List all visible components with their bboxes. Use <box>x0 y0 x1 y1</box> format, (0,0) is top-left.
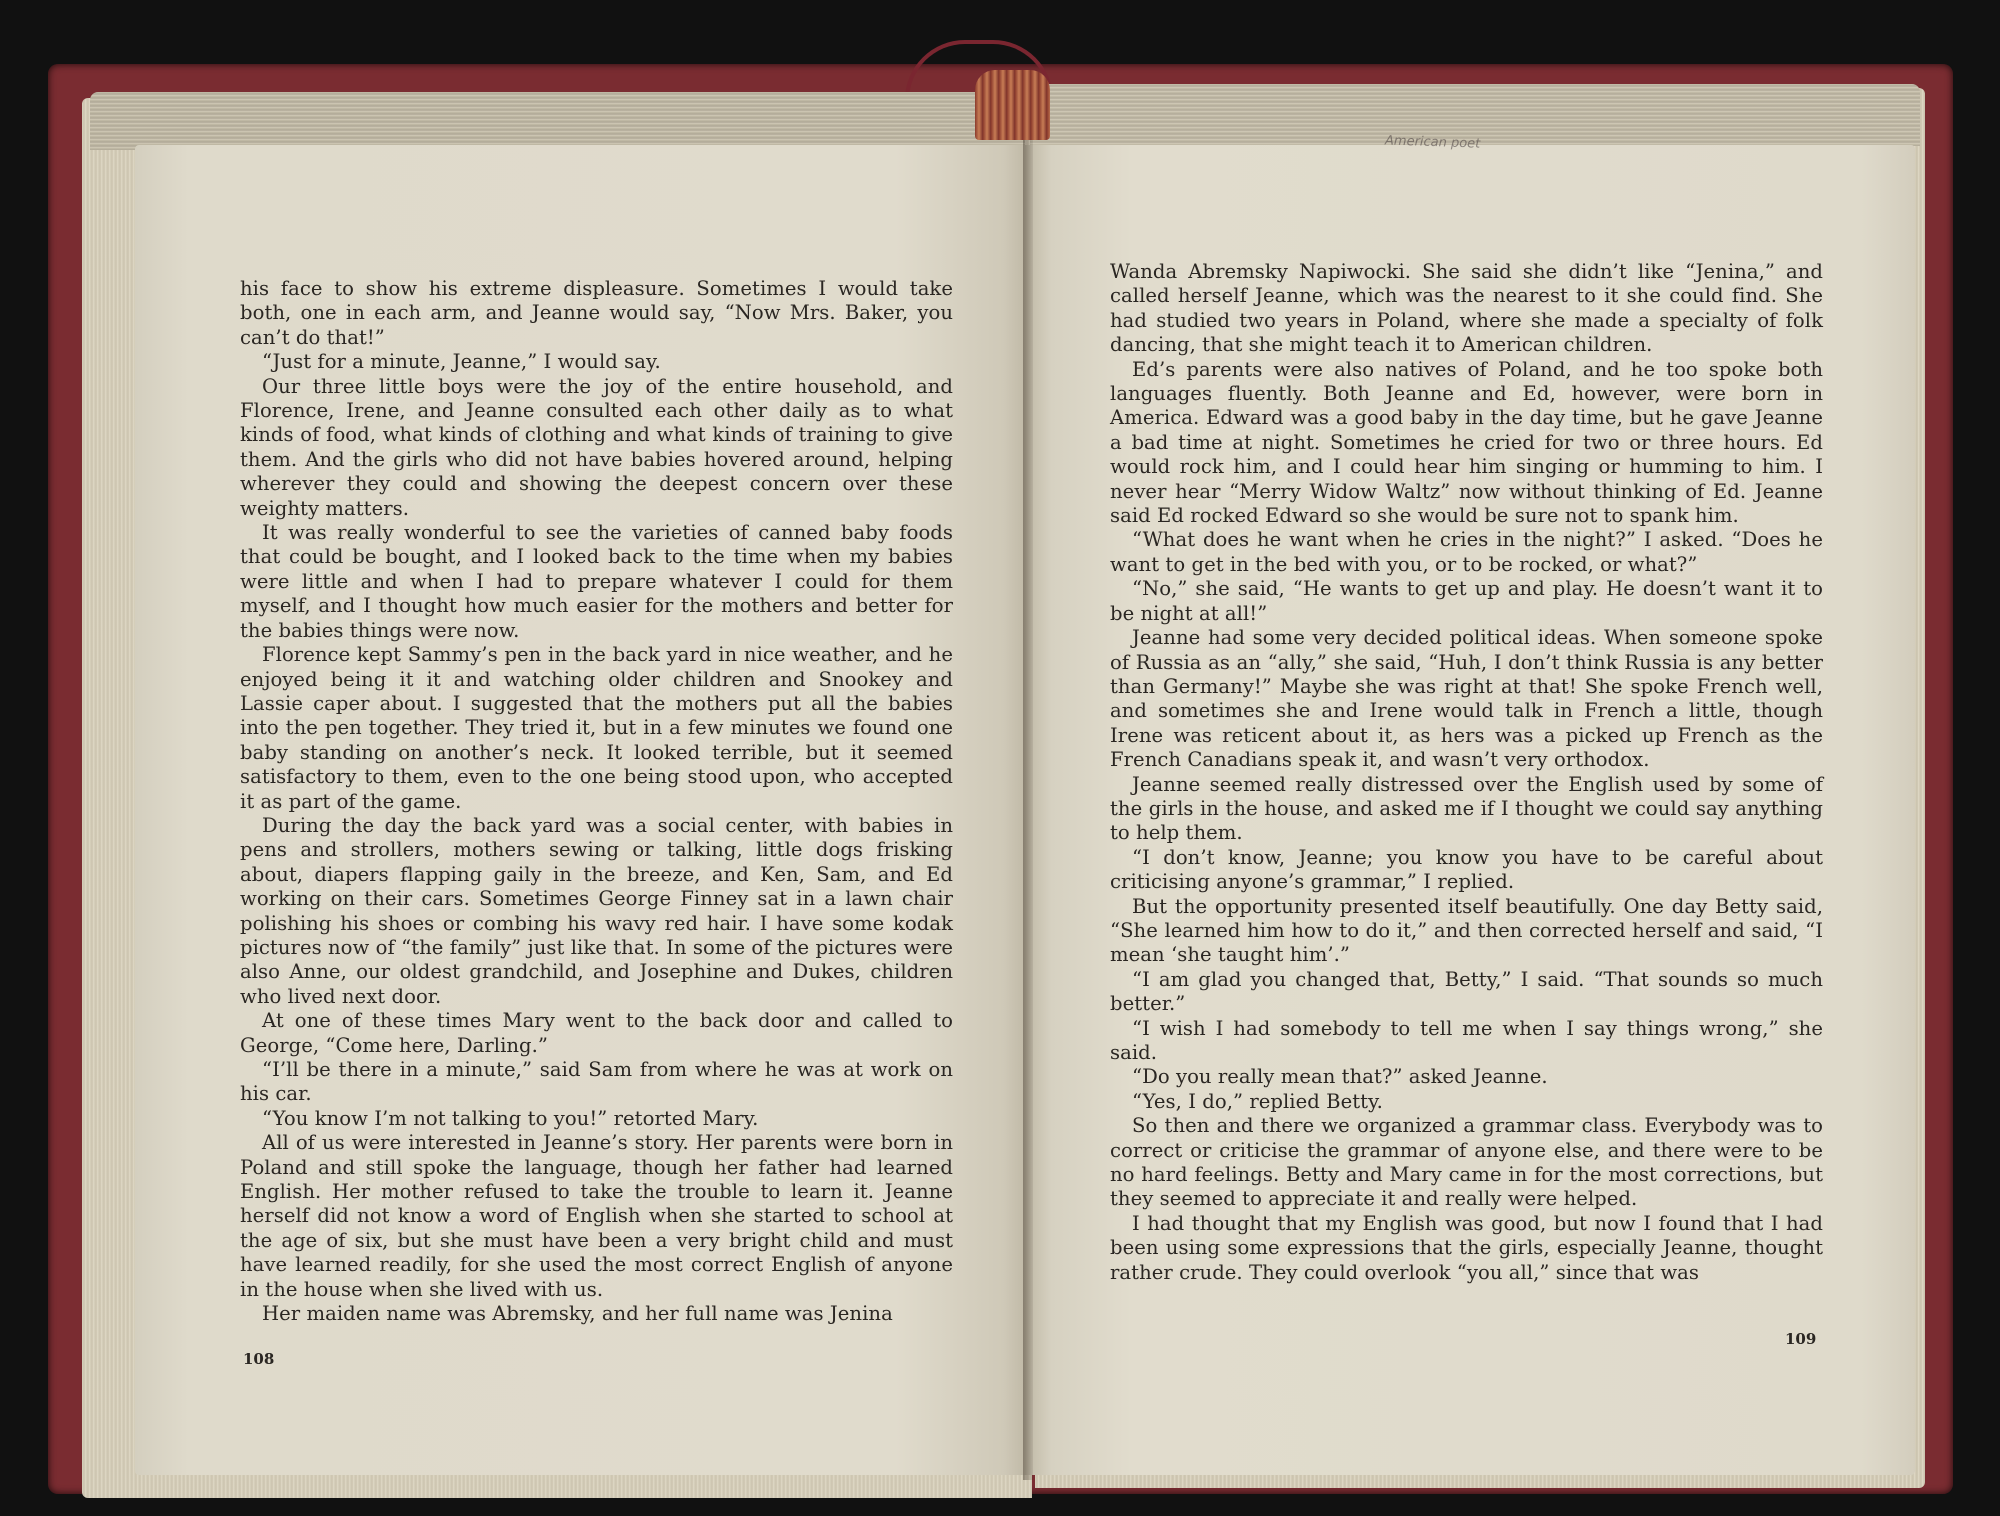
paragraph: But the opportunity presented itself beautifully. One day Betty said, “She learned him how to do it,” and then corrected herself and said, “I mean ‘she taught him’.” <box>1110 894 1823 967</box>
paragraph: I had thought that my English was good, but now I found that I had been using some expressions that the girls, especially Jeanne, thought rather crude. They could overlook “you all,” since that was <box>1110 1211 1823 1284</box>
paragraph: “Yes, I do,” replied Betty. <box>1132 1089 1383 1113</box>
book-gutter <box>1023 140 1033 1480</box>
paragraph: Florence kept Sammy’s pen in the back yard in nice weather, and he enjoyed being it it and watching older children and Snookey and Lassie caper about. I suggested that the mothers put all the babies into the pen together. They tried it, but in a few minutes we found one baby standing on another’s neck. It looked terrible, but it seemed satisfactory to them, even to the one being stood upon, who accepted it as part of the game. <box>240 643 953 813</box>
paragraph: “I am glad you changed that, Betty,” I said. “That sounds so much better.” <box>1110 967 1823 1016</box>
pencil-annotation: American poet <box>1384 133 1481 152</box>
paragraph: “You know I’m not talking to you!” retorted Mary. <box>262 1106 759 1130</box>
paragraph: “I’ll be there in a minute,” said Sam from where he was at work on his car. <box>240 1058 953 1106</box>
page-number: 109 <box>1785 1330 1817 1348</box>
left-page <box>135 145 1030 1475</box>
paragraph: “Just for a minute, Jeanne,” I would say. <box>262 350 661 374</box>
paragraph: It was really wonderful to see the varieties of canned baby foods that could be bought, and I looked back to the time when my babies were little and when I had to prepare whatever I could for them myself, and I thought how much easier for the mothers and better for the babies things were now. <box>240 521 953 642</box>
right-page-text <box>1110 260 1823 1285</box>
paragraph: Our three little boys were the joy of the entire household, and Florence, Irene, and Jeanne consulted each other daily as to what kinds of food, what kinds of clothing and what kinds of training to give them. And the girls who did not have babies hovered around, helping wherever they could and showing the deepest concern over these weighty matters. <box>240 374 953 520</box>
paragraph: Ed’s parents were also natives of Poland, and he too spoke both languages fluently. Both Jeanne and Ed, however, were born in America. Edward was a good baby in the day time, but he gave Jeanne a bad time at night. Sometimes he cried for two or three hours. Ed would rock him, and I could hear him singing or humming to him. I never hear “Merry Widow Waltz” now without thinking of Ed. Jeanne said Ed rocked Edward so she would be sure not to spank him. <box>1110 357 1823 528</box>
paragraph: Jeanne seemed really distressed over the English used by some of the girls in the house, and asked me if I thought we could say anything to help them. <box>1110 772 1823 845</box>
paragraph: his face to show his extreme displeasure. Sometimes I would take both, one in each arm, and Jeanne would say, “Now Mrs. Baker, you can’t do that!” <box>240 277 953 349</box>
paragraph: “I wish I had somebody to tell me when I say things wrong,” she said. <box>1110 1016 1823 1064</box>
left-page-text <box>240 277 953 1326</box>
left-top-edges <box>90 92 1025 150</box>
headband <box>975 70 1050 140</box>
paragraph: All of us were interested in Jeanne’s story. Her parents were born in Poland and still spoke the language, though her father had learned English. Her mother refused to take the trouble to learn it. Jeanne herself did not know a word of English when she started to school at the age of six, but she must have been a very bright child and must have learned readily, for she used the most correct English of anyone in the house when she lived with us. <box>240 1131 953 1301</box>
paragraph: Jeanne had some very decided political ideas. When someone spoke of Russia as an “ally,” she said, “Huh, I don’t think Russia is any better than Germany!” Maybe she was right at that! She spoke French well, and sometimes she and Irene would talk in French a little, though Irene was reticent about it, as hers was a picked up French as the French Canadians speak it, and wasn’t very orthodox. <box>1110 626 1823 772</box>
paragraph: At one of these times Mary went to the back door and called to George, “Come here, Darling.” <box>240 1009 953 1057</box>
paragraph: Wanda Abremsky Napiwocki. She said she didn’t like “Jenina,” and called herself Jeanne, which was the nearest to it she could find. She had studied two years in Poland, where she made a specialty of folk dancing, that she might teach it to American children. <box>1110 260 1823 357</box>
page-number: 108 <box>243 1350 275 1368</box>
right-page <box>1025 145 1915 1475</box>
paragraph: Her maiden name was Abremsky, and her full name was Jenina <box>262 1302 893 1326</box>
paragraph: “Do you really mean that?” asked Jeanne. <box>1132 1065 1548 1089</box>
paragraph: “No,” she said, “He wants to get up and play. He doesn’t want it to be night at all!” <box>1110 577 1823 625</box>
paragraph: So then and there we organized a grammar class. Everybody was to correct or criticise the grammar of anyone else, and there were to be no hard feelings. Betty and Mary came in for the most corrections, but they seemed to appreciate it and really were helped. <box>1110 1114 1823 1211</box>
paragraph: “I don’t know, Jeanne; you know you have to be careful about criticising anyone’s grammar,” I replied. <box>1110 845 1823 894</box>
paragraph: “What does he want when he cries in the night?” I asked. “Does he want to get in the bed with you, or to be rocked, or what?” <box>1110 528 1823 576</box>
paragraph: During the day the back yard was a social center, with babies in pens and strollers, mothers sewing or talking, little dogs frisking about, diapers flapping gaily in the breeze, and Ken, Sam, and Ed working on their cars. Sometimes George Finney sat in a lawn chair polishing his shoes or combing his wavy red hair. I have some kodak pictures now of “the family” just like that. In some of the pictures were also Anne, our oldest grandchild, and Josephine and Dukes, children who lived next door. <box>240 813 953 1008</box>
